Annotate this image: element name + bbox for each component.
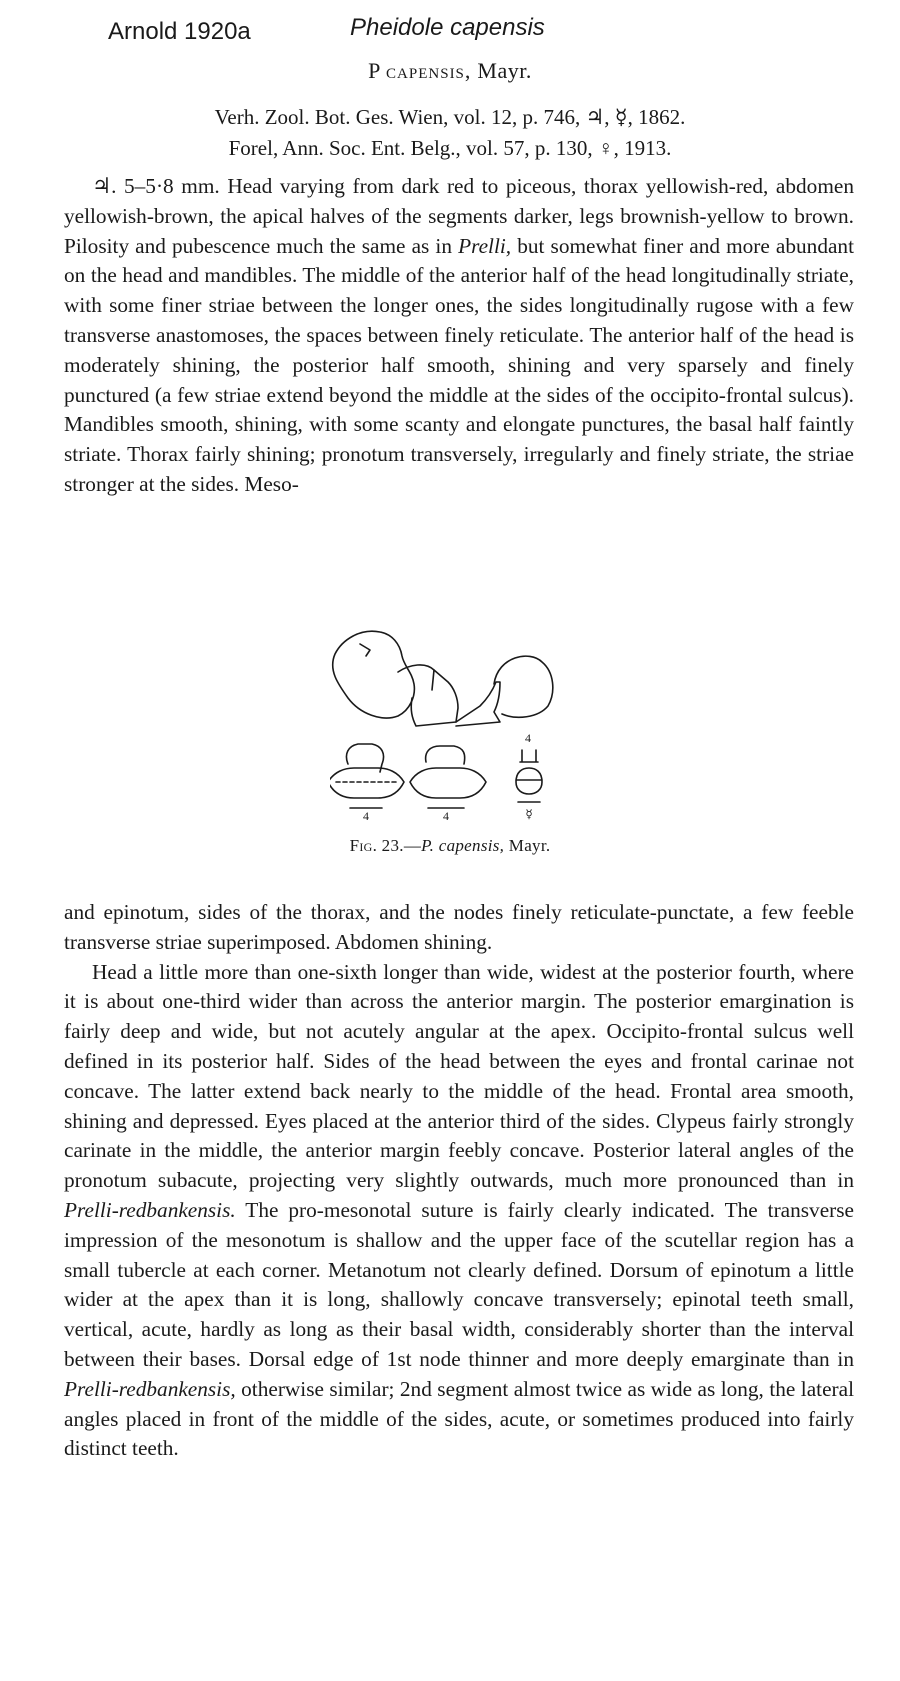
title-author: Mayr. — [477, 58, 532, 83]
major-head-2 — [426, 746, 465, 764]
figure-23-drawing — [330, 622, 610, 822]
figure-label-major-2: 4 — [443, 809, 449, 822]
title-name: capensis, — [386, 58, 472, 83]
figure-label-major-3: 4 — [525, 731, 531, 745]
header-author-year: Arnold 1920a — [108, 18, 251, 45]
worker-petiole — [520, 750, 538, 762]
figure-label-major-1: 4 — [363, 809, 369, 822]
para2-text-3: otherwise similar; 2nd segment almost twice as wide as long, the lateral angles placed in front of the middle of the sides, acute, or sometimes produced into fairly distinct teeth. — [64, 1376, 854, 1461]
figure-caption — [0, 836, 900, 856]
gaster-outline — [494, 656, 553, 717]
reference-1: Verh. Zool. Bot. Ges. Wien, vol. 12, p. 746, ♃, ☿, 1862. — [214, 105, 686, 129]
figure-label-worker: ☿ — [525, 807, 533, 821]
para2-italic-2: Prelli-redbankensis, — [64, 1376, 236, 1401]
para1-text-2: but somewhat finer and more abundant on the head and mandibles. The middle of the anterior half of the head longitudinally striate, with some finer striae between the longer ones, the sides longitudinally rugose with a few transverse anastomoses, the spaces between finely reticulate. The anterior half of the head is moderately shining, the posterior half smooth, shining and very sparsely and finely punctured (a few striae extend beyond the middle at the sides of the occipito-frontal sulcus). Mandibles smooth, shining, with some scanty and elongate punctures, the basal half faintly striate. Thorax fairly shining; pronotum transversely, irregularly and finely striate, the striae stronger at the sides. Meso- — [64, 233, 854, 496]
caption-species: P. capensis, — [421, 836, 505, 855]
para2-text-1: Head a little more than one-sixth longer than wide, widest at the posterior fourth, where it is about one-third wider than across the anterior margin. The posterior emargination is fairly deep and wide, but not acutely angular at the apex. Occipito-frontal sulcus well defined in its posterior half. Sides of the head between the eyes and frontal carinae not concave. The latter extend back nearly to the middle of the head. Frontal area smooth, shining and depressed. Eyes placed at the anterior third of the sides. Clypeus fairly strongly carinate in the middle, the anterior margin feebly concave. Posterior lateral angles of the pronotum subacute, projecting very slightly outwards, much more pronounced than in — [64, 959, 854, 1193]
header-species: Pheidole capensis — [350, 14, 545, 41]
para2-italic-1: Prelli-redbankensis. — [64, 1197, 236, 1222]
title-prefix: P — [368, 58, 381, 83]
description-paragraph-1 — [64, 172, 854, 500]
petiole-outline — [456, 682, 500, 726]
caption-figure-number: Fig. 23.— — [349, 836, 422, 855]
caption-author: Mayr. — [504, 836, 551, 855]
description-paragraph-2 — [64, 898, 854, 1464]
para1-text-1: ♃. 5–5·8 mm. Head varying from dark red to piceous, thorax yellowish-red, abdomen yellowish-brown, the apical halves of the segments darker, legs brownish-yellow to brown. Pilosity and pubescence much the same as in — [64, 174, 854, 258]
para2-continuation: and epinotum, sides of the thorax, and the nodes finely reticulate-punctate, a few feeble transverse striae superimposed. Abdomen shining. — [64, 900, 854, 954]
para2-text-2: The pro-mesonotal suture is fairly clearly indicated. The transverse impression of the mesonotum is shallow and the upper face of the scutellar region has a small tubercle at each corner. Metanotum not clearly defined. Dorsum of epinotum a little wider at the apex than it is long, shallowly concave transversely; epinotal teeth small, vertical, acute, hardly as long as their basal width, considerably shorter than the interval between their bases. Dorsal edge of 1st node thinner and more deeply emarginate than in — [64, 1197, 854, 1371]
para1-italic-1: Prelli, — [458, 233, 512, 258]
head-outline — [333, 631, 415, 718]
species-title — [0, 58, 900, 84]
reference-2: Forel, Ann. Soc. Ent. Belg., vol. 57, p. 130, ♀, 1913. — [228, 136, 672, 160]
thorax-outline — [398, 665, 458, 726]
references — [0, 102, 900, 164]
